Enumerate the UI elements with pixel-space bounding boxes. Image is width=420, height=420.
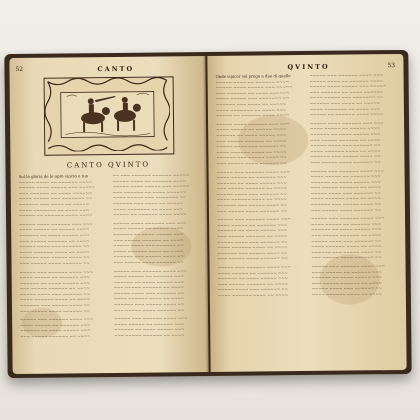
right-column-a: Onde ispicer sol prego a due di quelle ~~~~~ ~~~~ ~~ ~~~~~~ ~~~~ ~~~~~ ~~~~ ~~~~~ ~~~ ~~~~~ ~~~ ~~~~~~ ~~ ~~~~ ~~~~~~ ~~~~ ~~~~~ ~~~ ~~~~~~~ ~~ ~~~~~~ ~~~ ~~~~ ~~ ~~~~~ ~~~~ ~~~~~~~ ~~ ~~~~ ~~~ ~~~~~ ~~ ~~~~~~ ~~~~ ~~~~ ~~~~~ ~~~~ ~~~~~~ ~~~ ~~~ ~~~~ ~~~~~ ~~ ~~~~~ ~~~~ ~~~~~~ ~~ ~~~~ ~~~~~ ~~~ ~~~ ~~~~~ ~~~~~~ ~~ ~~~~ ~~~~~ ~~~~ ~~~ ~~~~~~ ~~ ~~~~ ~~~~~~ ~~~~ ~~ ~~~~ ~~~~~~ ~~~ ~~~~~ ~~~~ ~~ ~~~ ~~~~~ ~~~~ ~~~~~~ ~~ ~~~~~ ~~~ ~~~~~~ ~~~~ ~~~ ~~~~ ~~~~~ ~~ ~~~~~~ ~~~ ~~~~~~ ~~ ~~~~ ~~~~~ ~~~ ~~~ ~~~~~ ~~~~~~ ~~ ~~~~ ~~~~~ ~~~~ ~~~ ~~~~~~ ~~ ~~~~ ~~~~~~ ~~~~ ~~ ~~~~ ~~~~~~ ~~~ ~~~~~ ~~~~ ~~ ~~~ ~~~~~ ~~~~ ~~~~~~ ~~ ~~~~~ ~~~ ~~~~~~ ~~~~ ~~~ ~~~~ ~~~~~ ~~ ~~~~~~ ~~~ ~~~~~~ ~~ ~~~~ ~~~~~ ~~~ ~~~ ~~~~~ ~~~~~~ ~~ ~~~~ ~~~~~ ~~~~ ~~~ ~~~~~~ ~~ ~~~~ ~~~~~~ ~~~~ ~~ ~~~~ ~~~~~~ ~~~ ~~~~~ ~~~~ ~~ ~~~ ~~~~~ ~~~~ ~~~~~~ ~~ ~~~~~ ~~~ ~~~~~~ ~~~~ ~~~ ~~~~ ~~~~~ ~~ ~~~~~~ ~~~ ~~~~~~ ~~ ~~~~ ~~~~~ ~~~ ~~~ ~~~~~ ~~~~~~ ~~ ~~~~ ~~~~~ ~~~~ ~~~ ~~~~~~ ~~ ~~~~ ~~~~~~ ~~~~ ~~ ~~~~: [216, 73, 306, 301]
left-page: [9, 56, 208, 374]
left-column-a: Sul la gloria de le opre vincto e tuo ~~~~~ ~~~~ ~~ ~~~~~~ ~~~~ ~~~~~ ~~~~ ~~~~~ ~~~ ~~~~~ ~~~ ~~~~~~ ~~ ~~~~ ~~~~~~ ~~~~ ~~~~~ ~~~ ~~~~~~~ ~~ ~~~~~~ ~~~ ~~~~ ~~ ~~~~~ ~~~~ ~~~~~~~ ~~ ~~~~ ~~~ ~~~~~ ~~ ~~~~~~ ~~~~ ~~~~ ~~~~~ ~~~~ ~~~~~~ ~~~ ~~~ ~~~~ ~~~~~ ~~ ~~~~~ ~~~~ ~~~~~~ ~~ ~~~~ ~~~~~ ~~~ ~~~ ~~~~~ ~~~~~~ ~~ ~~~~ ~~~~~ ~~~~ ~~~ ~~~~~~ ~~ ~~~~ ~~~~~~ ~~~~ ~~ ~~~~ ~~~~~~ ~~~ ~~~~~ ~~~~ ~~ ~~~ ~~~~~ ~~~~ ~~~~~~ ~~ ~~~~~ ~~~ ~~~~~~ ~~~~ ~~~ ~~~~ ~~~~~ ~~ ~~~~~~ ~~~ ~~~~~~ ~~ ~~~~ ~~~~~ ~~~ ~~~ ~~~~~ ~~~~~~ ~~ ~~~~ ~~~~~ ~~~~ ~~~ ~~~~~~ ~~ ~~~~ ~~~~~~ ~~~~ ~~ ~~~~ ~~~~~~ ~~~ ~~~~~ ~~~~ ~~ ~~~ ~~~~~ ~~~~ ~~~~~~ ~~ ~~~~~ ~~~ ~~~~~~ ~~~~ ~~~ ~~~~ ~~~~~ ~~ ~~~~~~ ~~~ ~~~~~~ ~~ ~~~~ ~~~~~ ~~~ ~~~ ~~~~~ ~~~~~~ ~~ ~~~~: [19, 173, 109, 343]
right-column-b: ~~~~~ ~~~ ~~~~~~ ~~~~ ~~~ ~~~~~ ~~~~ ~~ ~~~~~~ ~~~~ ~~~~~ ~~~~ ~~~~~ ~~~ ~~~~~ ~~~ ~~~~~~ ~~ ~~~~ ~~~~~~ ~~~~ ~~~~~ ~~~ ~~~~~~~ ~~ ~~~~~~ ~~~ ~~~~ ~~ ~~~~~ ~~~~ ~~~~~~~ ~~ ~~~~ ~~~ ~~~~~ ~~ ~~~~~~ ~~~~ ~~~~ ~~~~~ ~~~~ ~~~~~~ ~~~ ~~~ ~~~~ ~~~~~ ~~ ~~~~~ ~~~~ ~~~~~~ ~~ ~~~~ ~~~~~ ~~~ ~~~ ~~~~~ ~~~~~~ ~~ ~~~~ ~~~~~ ~~~~ ~~~ ~~~~~~ ~~ ~~~~ ~~~~~~ ~~~~ ~~ ~~~~ ~~~~~~ ~~~ ~~~~~ ~~~~ ~~ ~~~ ~~~~~ ~~~~ ~~~~~~ ~~ ~~~~~ ~~~ ~~~~~~ ~~~~ ~~~ ~~~~ ~~~~~ ~~ ~~~~~~ ~~~ ~~~~~~ ~~ ~~~~ ~~~~~ ~~~ ~~~ ~~~~~ ~~~~~~ ~~ ~~~~ ~~~~~ ~~~~ ~~~ ~~~~~~ ~~ ~~~~ ~~~~~~ ~~~~ ~~ ~~~~ ~~~~~~ ~~~ ~~~~~ ~~~~ ~~ ~~~ ~~~~~ ~~~~ ~~~~~~ ~~ ~~~~~ ~~~ ~~~~~~ ~~~~ ~~~ ~~~~ ~~~~~ ~~ ~~~~~~ ~~~ ~~~~~~ ~~ ~~~~ ~~~~~ ~~~ ~~~ ~~~~~ ~~~~~~ ~~ ~~~~ ~~~~~ ~~~~ ~~~ ~~~~~~ ~~ ~~~~ ~~~~~~ ~~~~ ~~ ~~~~ ~~~~~~ ~~~ ~~~~~ ~~~~ ~~ ~~~ ~~~~~ ~~~~ ~~~~~~ ~~ ~~~~~ ~~~ ~~~~~~ ~~~~ ~~~ ~~~~ ~~~~~ ~~ ~~~~~~ ~~~ ~~~~~~ ~~ ~~~~ ~~~~~ ~~~ ~~~ ~~~~~ ~~~~~~ ~~ ~~~~ ~~~~~ ~~~~ ~~~ ~~~~~~ ~~ ~~~~ ~~~~~~ ~~~~ ~~ ~~~~: [309, 72, 387, 297]
right-running-head: QVINTO: [287, 62, 330, 72]
open-book: [4, 50, 411, 378]
woodcut-illustration-icon: [44, 76, 175, 155]
left-folio: 52: [15, 65, 24, 74]
right-first-verse-line: Onde ispicer sol prego a due di quelle: [215, 73, 291, 79]
right-folio: 53: [387, 62, 396, 70]
left-column-b: ~~ ~~~ ~~~~~~ ~~~~~~ ~~~~~ ~~~~~ ~~~~ ~~ ~~~~~~ ~~~~ ~~~~~ ~~~~ ~~~~~ ~~~ ~~~~~ ~~~ ~~~~~~ ~~ ~~~~ ~~~~~~ ~~~~ ~~~~~ ~~~ ~~~~~~~ ~~ ~~~~~~ ~~~ ~~~~ ~~ ~~~~~ ~~~~ ~~~~~~~ ~~ ~~~~ ~~~ ~~~~~ ~~ ~~~~~~ ~~~~ ~~~~ ~~~~~ ~~~~ ~~~~~~ ~~~ ~~~ ~~~~ ~~~~~ ~~ ~~~~~ ~~~~ ~~~~~~ ~~ ~~~~ ~~~~~ ~~~ ~~~ ~~~~~ ~~~~~~ ~~ ~~~~ ~~~~~ ~~~~ ~~~ ~~~~~~ ~~ ~~~~ ~~~~~~ ~~~~ ~~ ~~~~ ~~~~~~ ~~~ ~~~~~ ~~~~ ~~ ~~~ ~~~~~ ~~~~ ~~~~~~ ~~ ~~~~~ ~~~ ~~~~~~ ~~~~ ~~~ ~~~~ ~~~~~ ~~ ~~~~~~ ~~~ ~~~~~~ ~~ ~~~~ ~~~~~ ~~~ ~~~ ~~~~~ ~~~~~~ ~~ ~~~~ ~~~~~ ~~~~ ~~~ ~~~~~~ ~~ ~~~~ ~~~~~~ ~~~~ ~~ ~~~~ ~~~~~~ ~~~ ~~~~~ ~~~~ ~~ ~~~ ~~~~~ ~~~~ ~~~~~~ ~~ ~~~~~ ~~~ ~~~~~~ ~~~~ ~~~ ~~~~ ~~~~~ ~~ ~~~~~~ ~~~ ~~~~~~ ~~ ~~~~ ~~~~~ ~~~ ~~~ ~~~~~ ~~~~~~ ~~ ~~~~: [112, 172, 190, 339]
left-running-head: CANTO: [97, 64, 135, 74]
right-page: [207, 54, 406, 372]
canto-title: CANTO QVINTO: [66, 160, 151, 170]
first-verse-line: Sul la gloria de le opre vincto e tuo: [18, 173, 89, 179]
